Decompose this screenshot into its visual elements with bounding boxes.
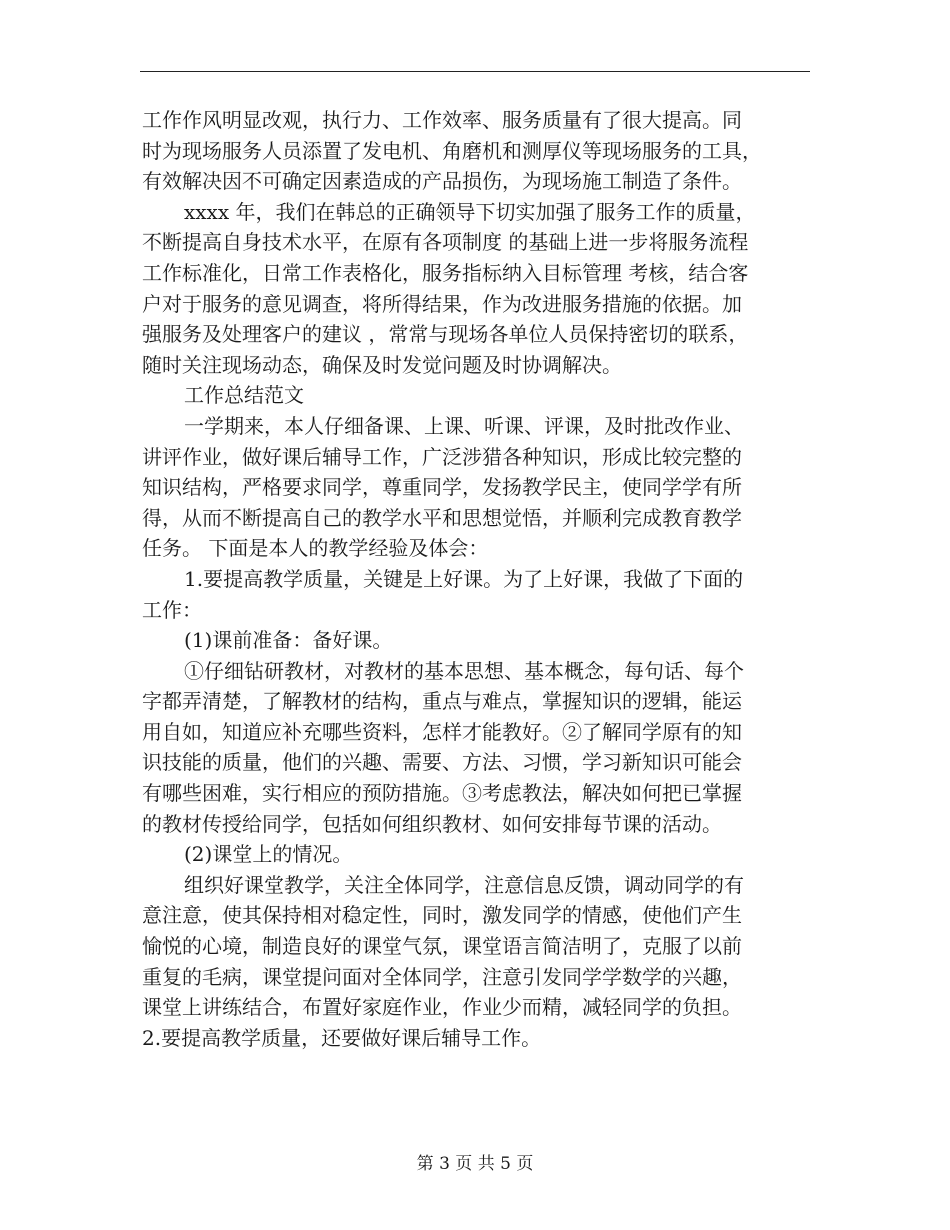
text-line: 不断提高自身技术水平，在原有各项制度 的基础上进一步将服务流程 xyxy=(142,230,749,255)
header-rule xyxy=(140,71,810,72)
section-title: 工作总结范文 xyxy=(184,383,304,408)
text-line: 随时关注现场动态，确保及时发觉问题及时协调解决。 xyxy=(142,352,622,377)
text-line: 愉悦的心境，制造良好的课堂气氛，课堂语言简洁明了，克服了以前 xyxy=(142,934,742,959)
numbered-item: 1.要提高教学质量，关键是上好课。为了上好课，我做了下面的 xyxy=(184,566,744,591)
document-body xyxy=(142,105,810,1053)
paragraph-start-line: 组织好课堂教学，关注全体同学，注意信息反馈，调动同学的有 xyxy=(184,872,744,897)
sub-item-heading: (1)课前准备：备好课。 xyxy=(184,628,393,653)
text-line: 得，从而不断提高自己的教学水平和思想觉悟，并顺利完成教育教学 xyxy=(142,505,742,530)
paragraph-start-line: 一学期来，本人仔细备课、上课、听课、评课，及时批改作业、 xyxy=(184,413,744,438)
text-line: 课堂上讲练结合，布置好家庭作业，作业少而精，减轻同学的负担。 xyxy=(142,995,742,1020)
paragraph-start-line: xxxx 年，我们在韩总的正确领导下切实加强了服务工作的质量， xyxy=(184,199,756,224)
text-line: 工作： xyxy=(142,597,202,622)
text-line: 用自如，知道应补充哪些资料，怎样才能教好。②了解同学原有的知 xyxy=(142,719,742,744)
text-line: 任务。 下面是本人的教学经验及体会： xyxy=(142,536,489,561)
text-line: 识技能的质量，他们的兴趣、需要、方法、习惯，学习新知识可能会 xyxy=(142,750,742,775)
text-line: 重复的毛病，课堂提问面对全体同学，注意引发同学学数学的兴趣， xyxy=(142,964,742,989)
text-line: 知识结构，严格要求同学，尊重同学，发扬教学民主，使同学学有所 xyxy=(142,475,742,500)
text-line: 强服务及处理客户的建议 ，常常与现场各单位人员保持密切的联系， xyxy=(142,322,749,347)
text-line: 字都弄清楚，了解教材的结构，重点与难点，掌握知识的逻辑，能运 xyxy=(142,689,742,714)
text-line: 有效解决因不可确定因素造成的产品损伤，为现场施工制造了条件。 xyxy=(142,169,742,194)
text-line: 时为现场服务人员添置了发电机、角磨机和测厚仪等现场服务的工具， xyxy=(142,138,762,163)
text-line: 户对于服务的意见调查，将所得结果，作为改进服务措施的依据。加 xyxy=(142,291,742,316)
page-number-footer: 第 3 页 共 5 页 xyxy=(416,1154,534,1174)
text-line: 的教材传授给同学，包括如何组织教材、如何安排每节课的活动。 xyxy=(142,811,722,836)
text-line: 工作标准化，日常工作表格化，服务指标纳入目标管理 考核，结合客 xyxy=(142,260,749,285)
sub-item-heading: (2)课堂上的情况。 xyxy=(184,842,353,867)
numbered-item: 2.要提高教学质量，还要做好课后辅导工作。 xyxy=(142,1025,542,1050)
text-line: 有哪些困难，实行相应的预防措施。③考虑教法，解决如何把已掌握 xyxy=(142,781,742,806)
text-line: 讲评作业，做好课后辅导工作，广泛涉猎各种知识，形成比较完整的 xyxy=(142,444,742,469)
text-line: 意注意，使其保持相对稳定性，同时，激发同学的情感，使他们产生 xyxy=(142,903,742,928)
text-line: 工作作风明显改观，执行力、工作效率、服务质量有了很大提高。同 xyxy=(142,108,742,132)
paragraph-start-line: ①仔细钻研教材，对教材的基本思想、基本概念，每句话、每个 xyxy=(184,658,744,683)
